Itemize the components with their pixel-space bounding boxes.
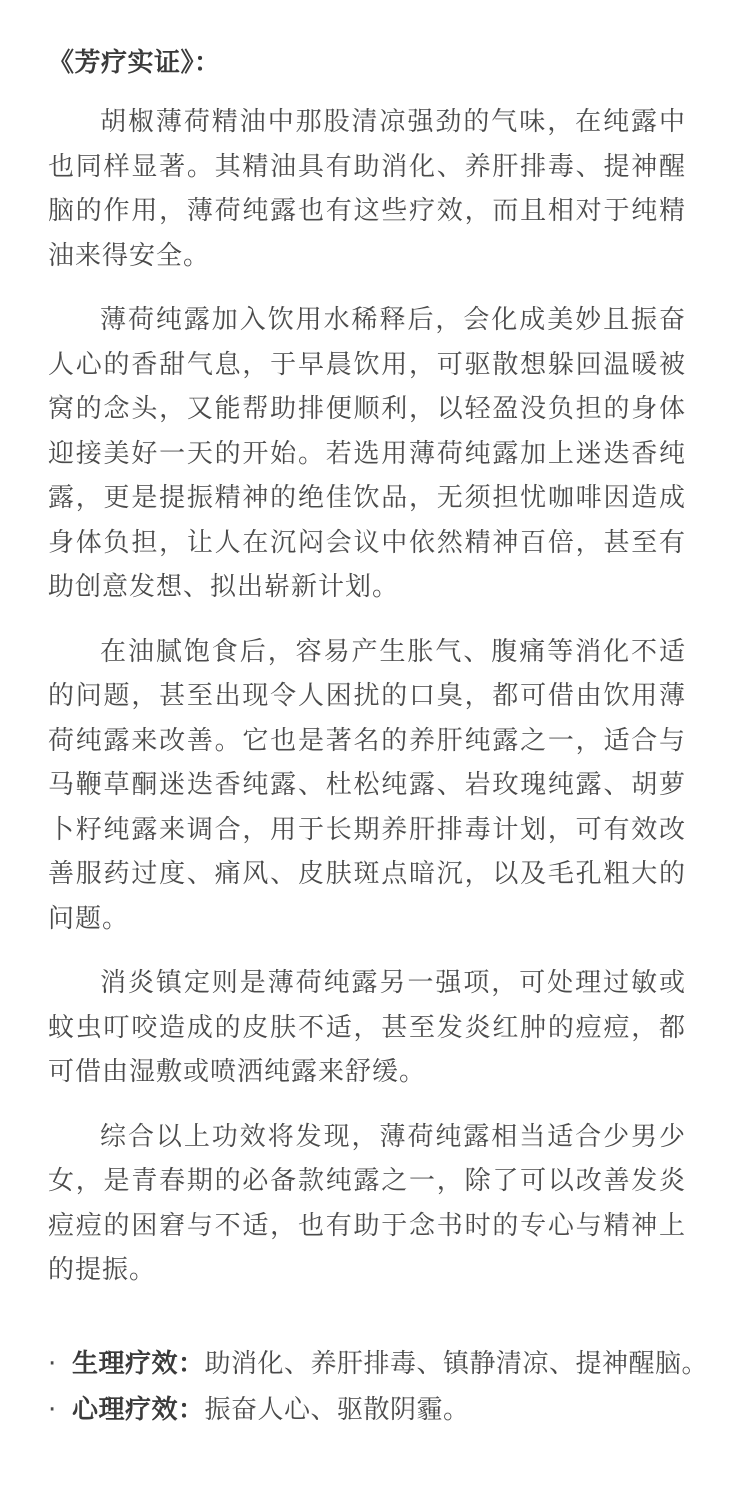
paragraph-3: 在油腻饱食后，容易产生胀气、腹痛等消化不适的问题，甚至出现令人困扰的口臭，都可借由饮用薄荷纯露来改善。它也是著名的养肝纯露之一，适合与马鞭草酮迷迭香纯露、杜松纯露、岩玫瑰纯露、胡萝卜籽纯露来调合，用于长期养肝排毒计划，可有效改善服药过度、痛风、皮肤斑点暗沉，以及毛孔粗大的问题。 xyxy=(48,636,686,934)
list-item-physiological xyxy=(48,1341,709,1387)
paragraph-2: 薄荷纯露加入饮用水稀释后，会化成美妙且振奋人心的香甜气息，于早晨饮用，可驱散想躲回温暖被窝的念头，又能帮助排便顺利，以轻盈没负担的身体迎接美好一天的开始。若选用薄荷纯露加上迷迭香纯露，更是提振精神的绝佳饮品，无须担忧咖啡因造成身体负担，让人在沉闷会议中依然精神百倍，甚至有助创意发想、拟出崭新计划。 xyxy=(48,305,686,602)
physiological-label: 生理疗效： xyxy=(72,1348,205,1379)
effects-list xyxy=(48,1341,709,1433)
paragraph-5: 综合以上功效将发现，薄荷纯露相当适合少男少女，是青春期的必备款纯露之一，除了可以改善发炎痘痘的困窘与不适，也有助于念书时的专心与精神上的提振。 xyxy=(48,1121,686,1285)
psychological-text: 振奋人心、驱散阴霾。 xyxy=(204,1394,470,1425)
list-item-psychological xyxy=(48,1387,686,1433)
section-title: 《芳疗实证》： xyxy=(48,48,221,78)
psychological-label: 心理疗效： xyxy=(72,1394,205,1425)
physiological-text: 助消化、养肝排毒、镇静清凉、提神醒脑。 xyxy=(204,1348,709,1379)
paragraph-1: 胡椒薄荷精油中那股清凉强劲的气味，在纯露中也同样显著。其精油具有助消化、养肝排毒、提神醒脑的作用，薄荷纯露也有这些疗效，而且相对于纯精油来得安全。 xyxy=(48,107,686,271)
paragraph-4: 消炎镇定则是薄荷纯露另一强项，可处理过敏或蚊虫叮咬造成的皮肤不适，甚至发炎红肿的痘痘，都可借由湿敷或喷洒纯露来舒缓。 xyxy=(48,968,686,1087)
bullet-dot: · xyxy=(48,1348,57,1379)
bullet-dot: · xyxy=(48,1394,57,1425)
